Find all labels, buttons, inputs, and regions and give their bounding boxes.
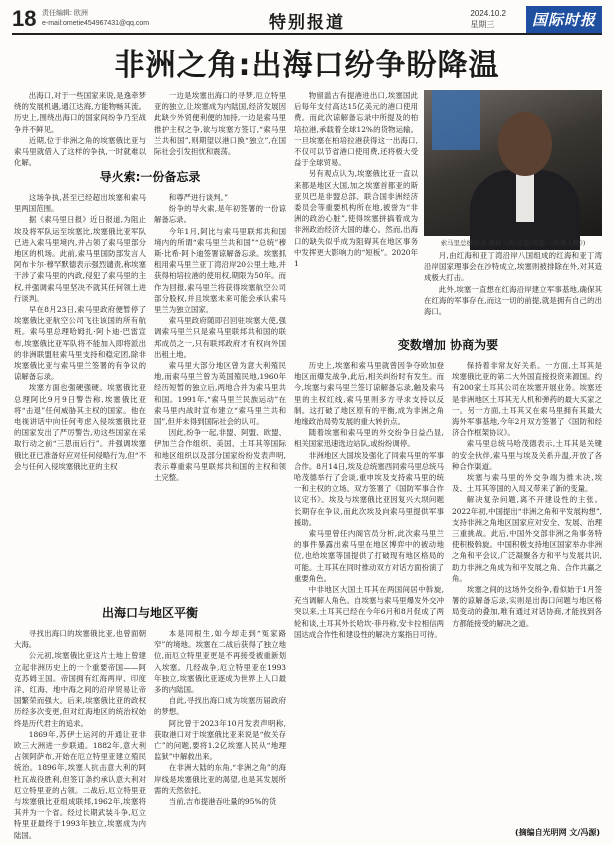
paragraph: 这场争执,甚至已经超出埃塞和索马里两国范围。 (14, 193, 146, 214)
paragraph: 埃塞方面也强硬强硬。埃塞俄比亚总理阿比9月9日警告称,埃塞俄比亚将“击退”任何威胁其主权的国家。他在电视讲话中向任何考虑入侵埃塞俄比亚的国家发出了严厉警告,劝这些国家在采取行动之前“三思而后行”。并强调埃塞俄比亚已准备好应对任何侵略行为,但“不会与任何入侵埃塞俄比亚的主权 (14, 383, 146, 471)
paragraph: 月,由红海和亚丁湾沿岸八国组成的红海和亚丁湾沿岸国家理事会在沙特成立,埃塞则被排除在外,对其造成极大打击。 (424, 251, 602, 283)
paragraph: 本是同根生,如今却走到“冤家路窄”的境地。埃塞在二战后获得了独立地位,而厄立特里亚更是不再接受被重新划入埃塞。几经战争,厄立特里亚在1993年独立,埃塞俄比亚逐成为世界上人口最多的内陆国。 (154, 629, 286, 695)
paragraph: 在非洲大陆的东角,“非洲之角”的海岸线是埃塞俄比亚的渴望,也是其发展所需的天然依托。 (154, 763, 286, 795)
subhead-fuse: 导火索:一份备忘录 (99, 170, 201, 184)
subhead-variables: 变数增加 协商为要 (397, 338, 499, 352)
paragraph: 1869年,苏伊士运河的开通让亚非欧三大洲进一步联通。1882年,意大利占领阿萨布,开始在厄立特里亚建立殖民统治。1896年,埃塞人抗击意大利的阿杜瓦战役胜利,但签订条约承认意大利对厄立特里亚的占领。二战后,厄立特里亚与埃塞俄比亚组成联邦,1962年,埃塞将其并为一个省。经过长期武装斗争,厄立特里亚最终于1993年独立,埃塞成为内陆国。 (14, 729, 146, 840)
paragraph: 据《索马里日报》近日报道,为阻止埃及将军队运至埃塞比,埃塞俄比亚军队已进入索马里境内,并占领了索马里部分地区的机场。此前,索马里国防部发言人阿布卡尔·穆罕默德表示强烈谴责,称埃塞干涉了索马里的内政,侵犯了索马里的主权,并强调索马里坚决不就其任何领土进行谈判。 (14, 215, 146, 303)
paragraph: 随着埃塞和索马里的外交纷争日益凸显,相关国家迅速选边站队,或纷纷调停。 (294, 428, 444, 449)
paragraph: 阿比曾于2023年10月发表声明称,获取港口对于埃塞俄比亚来说是“攸关存亡”的问题,要将1.2亿埃塞人民从“地理监狱”中解救出来。 (154, 718, 286, 762)
paragraph: 解决复杂问题,离不开建设性的主张。2022年初,中国提出“非洲之角和平发展构想”,支持非洲之角地区国家应对安全、发展、治理三重挑战。此后,中国外交部非洲之角事务特使积极斡旋。中国积极支持地区国家举办非洲之角和平会议,广泛凝聚各方和平与发展共识,助力非洲之角成为和平发展之角、合作共赢之角。 (452, 495, 602, 583)
paragraph: 另有观点认为,埃塞俄比亚一直以来都是地区大国,加之埃塞首都亚的斯亚贝巴是非盟总部、联合国非洲经济委员会等重要机构所在地,被誉为“非洲的政治心脏”,使得埃塞拼搞着成为非洲政治经济大国的雄心。然而,出海口的缺失似乎成为阻碍其在地区事务中发挥更大影响力的“短板”。2020年1 (294, 169, 418, 269)
paragraph: 此外,埃塞一直想在红海沿岸建立军事基地,确保其在红海的军事存在,而这一切的前提,就是拥有自己的出海口。 (424, 284, 602, 317)
paragraph: 近期,位于非洲之角的埃塞俄比亚与索马里就借入了这样的争执,一时就难以化解。 (14, 135, 146, 168)
paragraph: 今年1月,阿比与索马里联邦共和国境内的所谓“索马里兰共和国”“总统”穆斯·比希·阿卜迪签署谅解备忘录。埃塞抓租用索马里兰亚丁湾沿岸20公里土地,并获得柏培拉港的使用权,期限为50年。而作为回报,索马里兰将获得埃塞航空公司部分股权,并且埃塞未来可能会承认索马里兰为独立国家。 (154, 226, 286, 315)
column-1-lower (14, 628, 146, 840)
byline: (摘编自光明网 文/冯源) (514, 828, 600, 837)
column-2 (154, 192, 286, 592)
paragraph: 埃塞与索马里的外交争端为推未决,埃及、土耳其等国的入局又带来了新的变量。 (452, 473, 602, 494)
subhead-outlet: 出海口与地区平衡 (101, 606, 198, 620)
paragraph: 索马里大部分地区曾为意大利殖民地,而索马里兰曾为英国殖民地,1960年经历短暂的独立后,两地合并为索马里共和国。1991年,“索马里兰民族运动”在索马里内战时宣布建立“索马里兰共和国”,但并未得到国际社会的认可。 (154, 361, 286, 427)
photo-shirt-shape (516, 172, 534, 222)
paragraph: 物留滥古有提港进出口,埃塞国此后每年支付高达15亿美元的港口使用费。而此次谅解备忘录中所提及的柏培拉港,承载着全球12%的货物运输。一旦埃塞在柏培拉港获得这一出海口,不仅可以节省港口使用费,还将极大受益于全球贸易。 (294, 91, 418, 168)
newspaper-logo: 国际时报 (526, 6, 602, 33)
page-header (12, 6, 602, 32)
intro-col-2 (154, 90, 286, 158)
paragraph: 出海口,对于一些国家来说,是逸牵梦绕的发展机遇,通江达海,方能物畅其流。历史上,围绕出海口的国家间纷争乃至战争并不鲜见。 (14, 91, 146, 134)
issue-date (470, 8, 506, 30)
editor-label: 责任编辑: 欧洲 (42, 10, 88, 17)
header-rule (12, 33, 602, 35)
paragraph: 埃塞之间的这场外交纷争,看似始于1月签署的谅解备忘录,实则是出海口问题与地区格局变动的叠加,唯有通过对话协商,才能找到各方都能接受的解决之道。 (452, 585, 602, 628)
paragraph: 公元初,埃塞俄比亚这片土地上曾建立起非洲历史上的一个重要帝国——阿克苏姆王国。帝国拥有红海两岸、印度洋、红海、地中海之间的沿岸贸易让帝国繁荣而强大。后来,埃塞俄比亚的政权历经多次变更,但对红海地区的统治权始终是历代君主的追求。 (14, 651, 146, 728)
photo-caption: 索马里总统哈桑·谢赫·马哈茂德(图源:《环球人物》) (440, 239, 586, 247)
paragraph: 非洲地区大国埃及强化了同索马里的军事合作。8月14日,埃及总统塞西同索马里总统马哈茂德举行了会谈,重申埃及支持索马里的统一和主权的立场。双方签署了《国防军事合作议定书》。埃及与埃塞俄比亚因复兴大坝问题长期存在争议,而此次埃及向索马里提供军事援助。 (294, 450, 444, 527)
page-number: 18 (12, 6, 37, 31)
column-3-top (294, 90, 418, 330)
flag-shape (432, 90, 480, 150)
paragraph: 纷争的导火索,是年初签署的一份谅解备忘录。 (154, 204, 286, 225)
paragraph: 索马里政府随即召回驻埃塞大使,强调索马里兰只是索马里联邦共和国的联邦成员之一,只有联邦政府才有权向外国出租土地。 (154, 316, 286, 359)
paragraph: 保持着非常友好关系。一方面,土耳其是埃塞俄比亚的第二大外国直接投资来源国。约有200家土耳其公司在埃塞开展业务。埃塞还是非洲地区土耳其无人机和弹药的最大买家之一。另一方面,土耳其又在索马里拥有其最大海外军事基地,今年2月双方签署了《国防和经济合作框架协议》。 (452, 361, 602, 438)
column-2-lower (154, 628, 286, 828)
paragraph: 中非地区大国土耳其在两国间居中斡旋,充当调解人角色。自埃塞与索马里爆发外交冲突以来,土耳其已经在今年6月和8月促成了两轮和谈,土耳其外长哈坎·菲丹称,安卡拉相信两国达成合作性和建设性的解决方案指日可待。 (294, 585, 444, 639)
editor-email: e-mail:ometie454967431@qq.com (42, 20, 150, 27)
president-photo (424, 90, 602, 236)
paragraph: 早在8月23日,索马里政府便暂停了埃塞俄比亚航空公司飞往该国的所有航班。索马里总理哈姆扎·阿卜迪·巴雷宣布,埃塞俄比亚军队将不能加入即将派出的非洲联盟驻索马里支持和稳定团,除非埃塞俄比亚与索马里兰签署的有争议的谅解备忘录。 (14, 305, 146, 382)
section-title: 特别报道 (269, 13, 345, 33)
paragraph: 和尊严进行谈判。” (168, 193, 229, 202)
paragraph: 一边是埃塞出海口的寻梦,厄立特里亚的独立,让埃塞成为内陆国,经济发展因此缺少外贸便利便的加持,一边是索马里推护主权之争,欲与埃塞方签订,“索马里兰共和国”,则期望以港口换“独立”,在国际社会引发担忧和震荡。 (154, 91, 286, 157)
paragraph: 索马里曾任内阁官员分析,此次索马里兰的事件暴露出索马里在地区博弈中的被动地位,也给埃塞等国提供了打破现有地区格局的可能。土耳其在同时推动双方对话方面扮演了重要角色。 (294, 529, 444, 583)
paragraph: 因此,纷争一起,非盟、阿盟、欧盟、伊加兰合作组织、美国、土耳其等国际和地区组织以及部分国家纷纷发表声明,表示尊重索马里联邦共和国的主权和领土完整。 (154, 428, 286, 483)
paragraph: 索马里总统马哈茂德表示,土耳其是关键的安全伙伴,索马里与埃及关系升温,开放了各种合作渠道。 (452, 439, 602, 471)
column-1 (14, 192, 146, 592)
weekday-text: 星期三 (470, 20, 495, 29)
paragraph: 当前,吉布提港吞吐量的95%的货 (168, 797, 277, 807)
column-4-top (424, 250, 602, 330)
paragraph: 寻找出海口的埃塞俄比亚,也曾面朝大海。 (14, 629, 146, 650)
paragraph: 自此,寻找出海口成为埃塞历届政府的梦想。 (154, 696, 286, 717)
paragraph: 历史上,埃塞和索马里就曾因争夺欧加登地区而爆发战争,此后,相关纠纷时有发生。而今,埃塞与索马里兰签订谅解备忘录,触及索马里的主权红线,索马里则多方寻求支持以反制。这打破了地区原有的平衡,成为非洲之角地缘政治局势发展的重大转折点。 (294, 361, 444, 427)
date-text: 2024.10.2 (470, 9, 506, 18)
column-4-lower (452, 360, 602, 816)
column-3-lower (294, 360, 444, 830)
headline: 非洲之角:出海口纷争盼降温 (114, 48, 500, 83)
photo-head-shape (498, 112, 552, 176)
intro-col-1 (14, 90, 146, 168)
